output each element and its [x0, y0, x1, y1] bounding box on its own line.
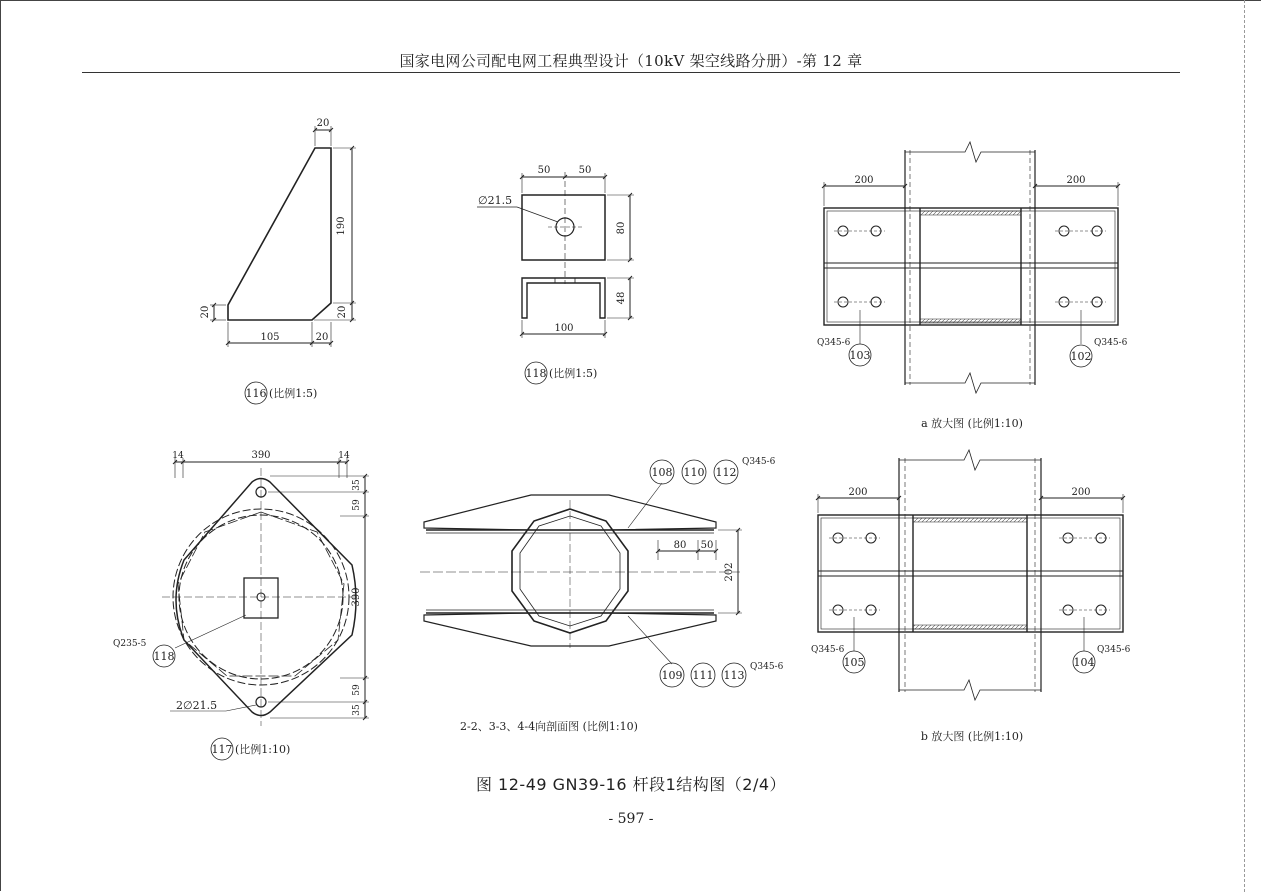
- section-label-109: 109: [661, 669, 683, 682]
- part-116-drawing: [200, 118, 356, 404]
- part117-subpart-label: 118: [153, 650, 175, 663]
- section-label-112: 112: [715, 466, 737, 479]
- detail-b-title: b 放大图 (比例1:10): [920, 730, 1024, 743]
- section-drawing: [420, 457, 784, 733]
- header-title: 国家电网公司配电网工程典型设计（10kV 架空线路分册）-第 12 章: [399, 52, 863, 70]
- part117-material: Q235-5: [113, 639, 147, 649]
- section-label-111: 111: [692, 669, 714, 682]
- part118-dim-width: 100: [554, 323, 574, 334]
- detail-b-dim-left: 200: [848, 487, 868, 498]
- section-label-110: 110: [683, 466, 705, 479]
- part118-dim-height: 80: [616, 221, 627, 235]
- section-material-top: Q345-6: [742, 457, 776, 467]
- part-117-drawing: [113, 450, 369, 760]
- part117-hole-note: 2∅21.5: [176, 699, 218, 712]
- detail-b-dim-right: 200: [1071, 487, 1091, 498]
- part117-dim-r2: 59: [352, 499, 362, 511]
- detail-a-label-right: 102: [1070, 350, 1092, 363]
- part116-dim-bottom: 105: [260, 332, 280, 343]
- section-label-113: 113: [723, 669, 745, 682]
- section-title: 2-2、3-3、4-4向剖面图 (比例1:10): [460, 720, 638, 733]
- page-number: - 597 -: [608, 811, 654, 827]
- part117-dim-top-left: 14: [172, 451, 184, 461]
- detail-a-dim-right: 200: [1066, 175, 1086, 186]
- detail-a-drawing: [817, 142, 1128, 430]
- detail-a-material-left: Q345-6: [817, 338, 851, 348]
- part116-scale: (比例1:5): [269, 387, 318, 400]
- detail-b-label-right: 104: [1073, 656, 1095, 669]
- detail-a-title: a 放大图 (比例1:10): [921, 417, 1023, 430]
- part117-dim-r3: 390: [351, 587, 362, 607]
- section-dim-80: 80: [673, 540, 687, 551]
- detail-b-label-left: 105: [843, 656, 865, 669]
- part-118-drawing: [477, 165, 634, 384]
- part118-dim-top-right: 50: [578, 165, 592, 176]
- part116-label: 116: [245, 387, 267, 400]
- detail-b-material-left: Q345-6: [811, 645, 845, 655]
- part116-dim-top: 20: [316, 118, 330, 129]
- part117-dim-r5: 35: [352, 704, 362, 716]
- detail-a-material-right: Q345-6: [1094, 338, 1128, 348]
- section-material-bottom: Q345-6: [750, 662, 784, 672]
- part116-dim-right-bottom: 20: [337, 305, 348, 319]
- part116-dim-left: 20: [200, 305, 211, 319]
- part118-dim-channel-height: 48: [616, 291, 627, 305]
- detail-a-label-left: 103: [849, 349, 871, 362]
- part116-dim-height: 190: [336, 216, 347, 236]
- section-label-108: 108: [651, 466, 673, 479]
- part117-dim-top-right: 14: [338, 451, 350, 461]
- figure-caption: 图 12-49 GN39-16 杆段1结构图（2/4）: [475, 775, 787, 794]
- section-dim-50: 50: [700, 540, 714, 551]
- part117-dim-r1: 35: [352, 479, 362, 491]
- part118-hole-note: ∅21.5: [478, 194, 513, 207]
- part117-scale: (比例1:10): [235, 743, 291, 756]
- detail-a-dim-left: 200: [854, 175, 874, 186]
- part117-dim-r4: 59: [352, 684, 362, 696]
- detail-b-material-right: Q345-6: [1097, 645, 1131, 655]
- detail-b-drawing: [811, 450, 1131, 743]
- part116-dim-bottom-right: 20: [315, 332, 329, 343]
- part118-scale: (比例1:5): [549, 367, 598, 380]
- section-dim-202: 202: [724, 562, 735, 582]
- part117-dim-top: 390: [251, 450, 271, 461]
- part118-dim-top-left: 50: [537, 165, 551, 176]
- part118-label: 118: [525, 367, 547, 380]
- part117-label: 117: [211, 743, 233, 756]
